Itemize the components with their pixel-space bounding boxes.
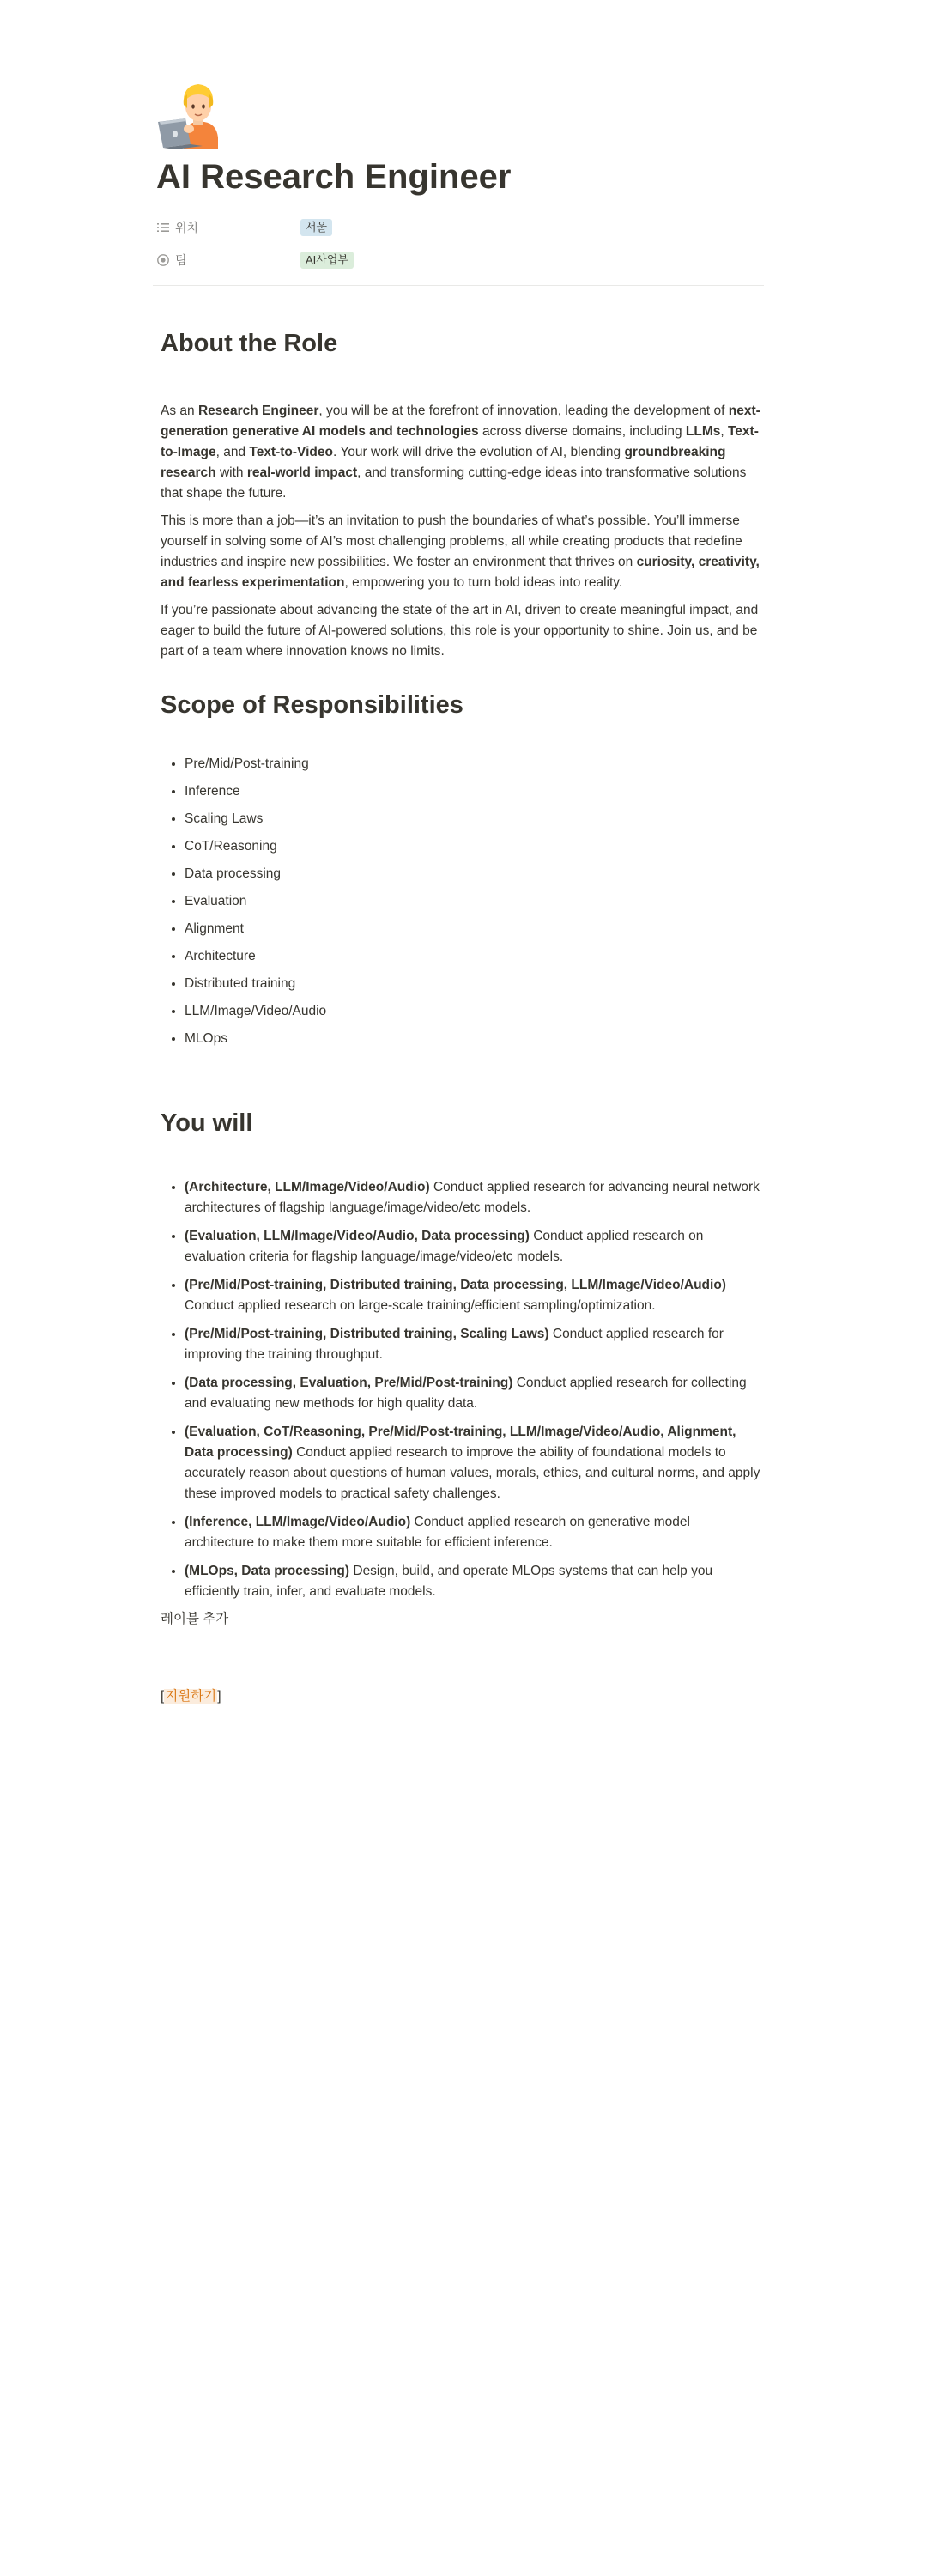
status-icon <box>156 253 170 267</box>
about-heading: About the Role <box>161 330 338 357</box>
bold-text: next-generation generative AI models and technologies <box>161 403 760 439</box>
property-label: 팀 <box>175 253 187 267</box>
about-paragraph-2 <box>161 511 763 593</box>
text: , empowering you to turn bold ideas into reality. <box>344 574 623 590</box>
bold-text: groundbreaking research <box>161 444 726 480</box>
list-item: • Distributed training <box>185 973 763 1000</box>
list-item <box>185 1372 763 1414</box>
bold-text: Text-to-Video <box>249 444 333 459</box>
list-item <box>185 1274 763 1316</box>
list-item: • CoT/Reasoning <box>185 835 763 863</box>
list-item: • Data processing <box>185 863 763 890</box>
text: , and <box>215 444 250 459</box>
bold-text: (Inference, LLM/Image/Video/Audio) <box>185 1515 411 1530</box>
bold-text: (Evaluation, LLM/Image/Video/Audio, Data processing) <box>185 1229 530 1244</box>
text: Design, build, and operate MLOps systems that can help you efficiently train, infer, and evaluate models. <box>185 1564 713 1600</box>
list-item: • Evaluation <box>185 890 763 918</box>
bold-text: (Evaluation, CoT/Reasoning, Pre/Mid/Post-training, LLM/Image/Video/Audio, Alignment, Data processing) <box>185 1425 736 1461</box>
you-will-list <box>161 1176 763 1602</box>
text: Conduct applied research to improve the ability of foundational models to accurately reason about questions of human values, morals, ethics, and cultural norms, and apply these improved models to practical safety challenges. <box>185 1445 760 1502</box>
text: Conduct applied research for collecting and evaluating new methods for high quality data. <box>185 1376 747 1412</box>
list-icon <box>156 221 170 234</box>
bold-text: (Pre/Mid/Post-training, Distributed training, Data processing, LLM/Image/Video/Audio) <box>185 1278 726 1293</box>
property-label: 위치 <box>175 221 199 234</box>
text: , <box>720 423 728 439</box>
text: across diverse domains, including <box>478 423 686 439</box>
list-item <box>185 1323 763 1365</box>
bold-text: LLMs <box>685 423 721 439</box>
list-item <box>185 1511 763 1553</box>
apply-line <box>161 1686 763 1707</box>
add-label-text[interactable]: 레이블 추가 <box>161 1612 229 1627</box>
bold-text: (Pre/Mid/Post-training, Distributed training, Scaling Laws) <box>185 1327 549 1342</box>
bracket-text: [ <box>161 1689 165 1704</box>
bold-text: Research Engineer <box>197 403 319 418</box>
text: Conduct applied research for advancing neural network architectures of flagship language/image/video/etc models. <box>185 1180 760 1216</box>
scope-list <box>161 753 763 1055</box>
about-paragraph-3: If you’re passionate about advancing the state of the art in AI, driven to create meaningful impact, and eager to build the future of AI-powered solutions, this role is your opportunity to shine. Join us, and be part of a team where innovation knows no limits. <box>161 602 759 659</box>
bold-text: (MLOps, Data processing) <box>185 1564 350 1579</box>
about-paragraph-1 <box>161 401 763 504</box>
team-tag[interactable]: AI사업부 <box>300 252 354 269</box>
text: Conduct applied research on evaluation criteria for flagship language/image/video/etc models. <box>185 1229 704 1265</box>
bold-text: (Architecture, LLM/Image/Video/Audio) <box>185 1180 430 1195</box>
text: Conduct applied research for improving the training throughput. <box>185 1327 724 1363</box>
text: , and transforming cutting-edge ideas into transformative solutions that shape the future. <box>161 465 747 501</box>
page-title: AI Research Engineer <box>156 158 512 196</box>
list-item: • LLM/Image/Video/Audio <box>185 1000 763 1028</box>
page-content <box>161 326 763 1707</box>
text: This is more than a job—it’s an invitation to push the boundaries of what’s possible. You’ll immerse yourself in solving some of AI’s most challenging problems, all while creating products that redefine industries and inspire new possibilities. We foster an environment that thrives on <box>161 513 742 569</box>
technologist-emoji-icon[interactable] <box>153 74 230 151</box>
bold-text: (Data processing, Evaluation, Pre/Mid/Post-training) <box>185 1376 513 1391</box>
list-item: • Inference <box>185 781 763 808</box>
list-item: • Scaling Laws <box>185 808 763 835</box>
list-item <box>185 1176 763 1218</box>
bold-text: real-world impact <box>246 465 358 480</box>
list-item <box>185 1560 763 1602</box>
properties-panel <box>156 211 764 276</box>
list-item: • Pre/Mid/Post-training <box>185 753 763 781</box>
text: Conduct applied research on generative model architecture to make them more suitable for efficient inference. <box>185 1515 690 1551</box>
list-item <box>185 1225 763 1267</box>
bold-text: curiosity, creativity, and fearless experimentation <box>161 554 760 590</box>
property-key-team <box>156 252 300 269</box>
text: As an <box>161 403 198 418</box>
list-item: • Alignment <box>185 918 763 945</box>
list-item: • MLOps <box>185 1028 763 1055</box>
bracket-text: ] <box>217 1689 221 1704</box>
list-item <box>185 1421 763 1504</box>
list-item: • Architecture <box>185 945 763 973</box>
text: Conduct applied research on large-scale training/efficient sampling/optimization. <box>185 1298 656 1314</box>
bold-text: Text-to-Image <box>161 423 759 459</box>
apply-link[interactable]: 지원하기 <box>165 1689 217 1704</box>
scope-heading: Scope of Responsibilities <box>161 690 464 719</box>
text: with <box>215 465 247 480</box>
property-key-location <box>156 219 300 236</box>
property-location[interactable] <box>156 211 764 244</box>
location-tag[interactable]: 서울 <box>300 219 332 236</box>
text: , you will be at the forefront of innovation, leading the development of <box>318 403 729 418</box>
you-will-heading: You will <box>161 1109 253 1137</box>
text: . Your work will drive the evolution of AI, blending <box>332 444 625 459</box>
divider <box>153 285 764 286</box>
property-team[interactable] <box>156 244 764 276</box>
